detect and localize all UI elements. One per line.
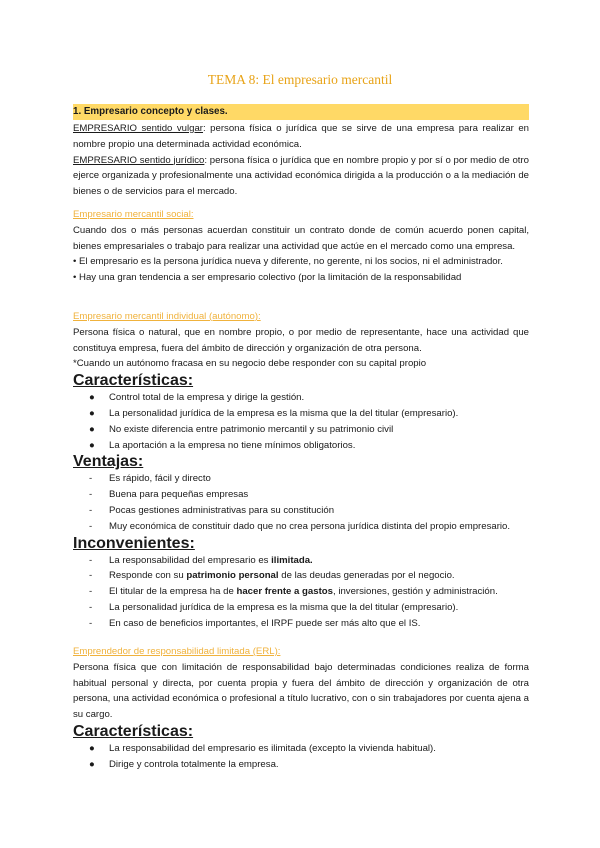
list-item-emphasis: hacer frente a gastos xyxy=(236,586,333,598)
definition-vulgar xyxy=(73,121,529,153)
social-bullet-1: • El empresario es la persona jurídica nueva y diferente, no gerente, ni los socios, ni el administrador. xyxy=(73,256,503,268)
list-item-text: La personalidad jurídica de la empresa es la misma que la del titular (empresario). xyxy=(109,601,459,613)
dash-marker: - xyxy=(89,504,93,516)
list-inconvenientes xyxy=(73,553,529,632)
social-text: Cuando dos o más personas acuerdan constituir un contrato donde de común acuerdo ponen capital, bienes empresariales o trabajo para realizar una actividad que actúe en el mercado como una empresa. xyxy=(73,224,529,252)
list-item-emphasis: patrimonio personal xyxy=(186,570,279,582)
heading-social: Empresario mercantil social: xyxy=(73,209,194,220)
bullet-marker: ● xyxy=(89,407,95,419)
list-item-text: La aportación a la empresa no tiene mínimos obligatorios. xyxy=(109,439,356,451)
list-item-text: La responsabilidad del empresario es xyxy=(109,554,272,566)
label-caracteristicas: Características: xyxy=(73,372,194,390)
dash-marker: - xyxy=(89,489,93,501)
document-title: TEMA 8: El empresario mercantil xyxy=(207,72,393,87)
list-item xyxy=(73,553,529,569)
list-item-text: de las deudas generadas por el negocio. xyxy=(278,570,455,582)
list-item-text: Responde con su xyxy=(109,570,187,582)
list-item xyxy=(73,741,529,757)
list-item xyxy=(73,616,529,632)
term-juridico: EMPRESARIO sentido jurídico xyxy=(73,154,205,166)
list-item xyxy=(73,503,529,519)
list-item-text: El titular de la empresa ha de xyxy=(109,586,237,598)
social-bullet-2: • Hay una gran tendencia a ser empresario colectivo (por la limitación de la responsabilidad xyxy=(73,272,462,284)
list-item-text: , inversiones, gestión y administración. xyxy=(332,586,498,598)
section-definitions xyxy=(73,121,529,200)
list-item-text: La responsabilidad del empresario es ilimitada (excepto la vivienda habitual). xyxy=(109,742,436,754)
list-item-text: La personalidad jurídica de la empresa es la misma que la del titular (empresario). xyxy=(109,407,459,419)
bullet-marker: ● xyxy=(89,423,95,435)
erl-text: Persona física que con limitación de responsabilidad bajo determinadas condiciones realiza de forma habitual personal y directa, por cuenta propia y fuera del ámbito de dirección y organización de otra persona, una actividad económica o profesional a título lucrativo, con o sin trabajadores por cuenta ajena a su cargo. xyxy=(73,661,529,721)
list-ventajas xyxy=(73,471,529,534)
list-item xyxy=(73,406,529,422)
term-vulgar: EMPRESARIO sentido vulgar xyxy=(73,123,204,134)
dash-marker: - xyxy=(89,601,93,613)
list-item-text: Pocas gestiones administrativas para su constitución xyxy=(109,504,335,516)
section-heading-empresario: 1. Empresario concepto y clases. xyxy=(73,104,529,120)
bullet-marker: ● xyxy=(89,439,95,451)
label-caracteristicas-erl: Características: xyxy=(73,722,194,740)
list-item xyxy=(73,390,529,406)
list-item xyxy=(73,519,529,535)
label-ventajas: Ventajas: xyxy=(73,453,144,471)
definition-juridico xyxy=(73,153,529,200)
list-item xyxy=(73,438,529,454)
section-erl xyxy=(73,644,529,773)
dash-marker: - xyxy=(89,473,93,485)
dash-marker: - xyxy=(89,617,93,629)
definition-juridico-text: : persona física o jurídica que en nombre propio y por sí o por medio de otro ejerce organizada y profesionalmente una actividad económica dirigida a la producción o a la mediación de bienes o de servicios para el mercado. xyxy=(73,154,530,198)
list-item-emphasis: ilimitada. xyxy=(271,554,313,566)
list-item-text: En caso de beneficios importantes, el IRPF puede ser más alto que el IS. xyxy=(109,617,421,629)
heading-erl: Emprendedor de responsabilidad limitada (ERL): xyxy=(73,646,281,657)
bullet-marker: ● xyxy=(89,758,95,770)
dash-marker: - xyxy=(89,586,93,598)
dash-marker: - xyxy=(89,520,93,532)
individual-note: *Cuando un autónomo fracasa en su negocio debe responder con su capital propio xyxy=(73,358,427,370)
list-item-text: Muy económica de constituir dado que no crea persona jurídica distinta del propio empresario. xyxy=(109,520,511,532)
list-item xyxy=(73,422,529,438)
list-item xyxy=(73,471,529,487)
list-item-text: Buena para pequeñas empresas xyxy=(109,489,249,501)
list-caracteristicas-erl xyxy=(73,741,529,773)
individual-text: Persona física o natural, que en nombre propio, o por medio de representante, hace una actividad que constituya empresa, fuera del ámbito de dirección y organización de otra persona. xyxy=(73,326,529,354)
list-item-text: Control total de la empresa y dirige la gestión. xyxy=(109,392,305,404)
list-item xyxy=(73,757,529,773)
list-item-text: Dirige y controla totalmente la empresa. xyxy=(109,758,279,770)
label-inconvenientes: Inconvenientes: xyxy=(73,534,195,552)
list-item xyxy=(73,568,529,584)
list-item xyxy=(73,600,529,616)
heading-individual: Empresario mercantil individual (autónomo): xyxy=(73,311,261,322)
dash-marker: - xyxy=(89,570,93,582)
list-item-text: No existe diferencia entre patrimonio mercantil y su patrimonio civil xyxy=(109,423,394,435)
section-individual xyxy=(73,309,529,632)
dash-marker: - xyxy=(89,554,93,566)
bullet-marker: ● xyxy=(89,392,95,404)
definition-vulgar-text: : persona física o jurídica que se sirve de una empresa para realizar en nombre propio una determinada actividad económica. xyxy=(73,123,529,150)
list-caracteristicas xyxy=(73,390,529,453)
bullet-marker: ● xyxy=(89,742,95,754)
section-social xyxy=(73,207,529,286)
list-item xyxy=(73,584,529,600)
list-item xyxy=(73,487,529,503)
list-item-text: Es rápido, fácil y directo xyxy=(109,473,211,485)
